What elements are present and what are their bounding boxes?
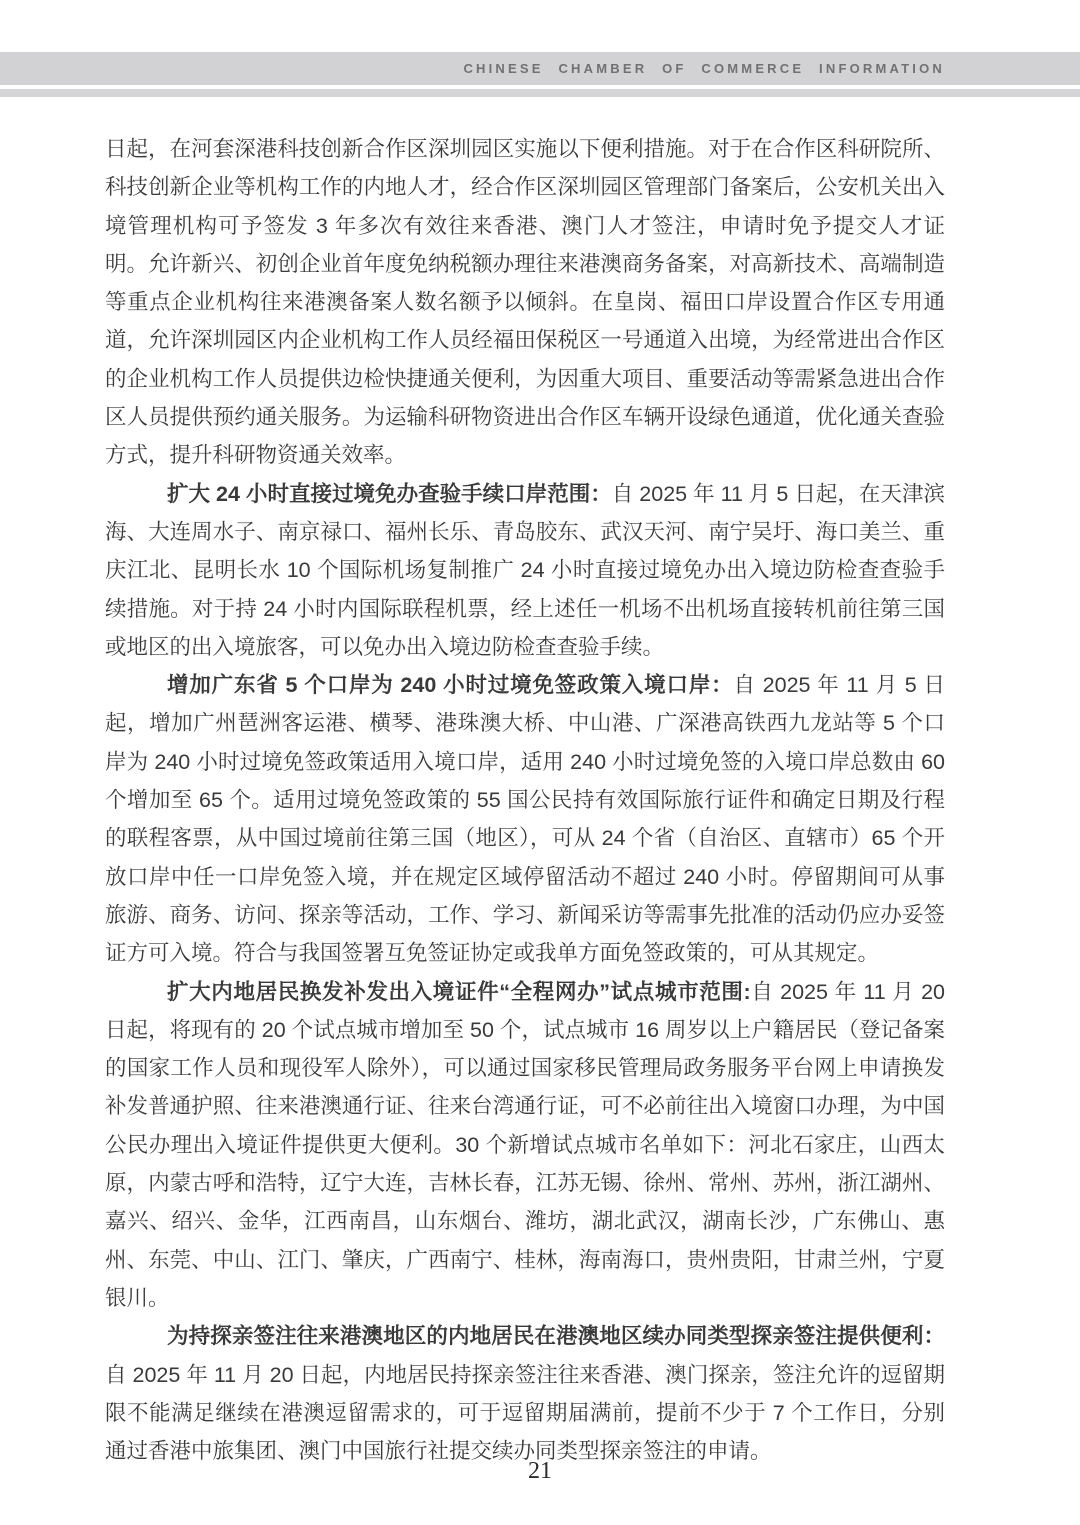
body-paragraph: 为持探亲签注往来港澳地区的内地居民在港澳地区续办同类型探亲签注提供便利：自 2025 年 11 月 20 日起，内地居民持探亲签注往来香港、澳门探亲，签注允许的逗留期限不能满足继续在港澳逗留需求的，可于逗留期届满前，提前不少于 7 个工作日，分别通过香港中旅集团、澳门中国旅行社提交续办同类型探亲签注的申请。 [105,1324,945,1464]
header-rule [0,89,1080,97]
header-banner [0,52,1080,85]
body-paragraph: 增加广东省 5 个口岸为 240 小时过境免签政策入境口岸：自 2025 年 11 月 5 日起，增加广州琶洲客运港、横琴、港珠澳大桥、中山港、广深港高铁西九龙站等 5 个口岸为 240 小时过境免签政策适用入境口岸，适用 240 小时过境免签的入境口岸总数由 60 个增加至 65 个。适用过境免签政策的 55 国公民持有效国际旅行证件和确定日期及行程的联程客票，从中国过境前往第三国（地区），可从 24 个省（自治区、直辖市）65 个开放口岸中任一口岸免签入境，并在规定区域停留活动不超过 240 小时。停留期间可从事旅游、商务、访问、探亲等活动，工作、学习、新闻采访等需事先批准的活动仍应办妥签证方可入境。符合与我国签署互免签证协定或我单方面免签政策的，可从其规定。 [105,673,945,966]
document-body [105,130,945,1470]
body-paragraph: 扩大 24 小时直接过境免办查验手续口岸范围：自 2025 年 11 月 5 日起，在天津滨海、大连周水子、南京禄口、福州长乐、青岛胶东、武汉天河、南宁吴圩、海口美兰、重庆江北、昆明长水 10 个国际机场复制推广 24 小时直接过境免办出入境边防检查查验手续措施。对于持 24 小时内国际联程机票，经上述任一机场不出机场直接转机前往第三国或地区的出入境旅客，可以免办出入境边防检查查验手续。 [105,481,945,659]
paragraph-lead: 扩大内地居民换发补发出入境证件“全程网办”试点城市范围: [167,979,751,1004]
page-number: 21 [528,1458,552,1484]
body-paragraph: 扩大内地居民换发补发出入境证件“全程网办”试点城市范围:自 2025 年 11 月 20 日起，将现有的 20 个试点城市增加至 50 个，试点城市 16 周岁以上户籍居民（登记备案的国家工作人员和现役军人除外），可以通过国家移民管理局政务服务平台网上申请换发补发普通护照、往来港澳通行证、往来台湾通行证，可不必前往出入境窗口办理，为中国公民办理出入境证件提供更大便利。30 个新增试点城市名单如下：河北石家庄，山西太原，内蒙古呼和浩特，辽宁大连，吉林长春，江苏无锡、徐州、常州、苏州，浙江湖州、嘉兴、绍兴、金华，江西南昌，山东烟台、潍坊，湖北武汉，湖南长沙，广东佛山、惠州、东莞、中山、江门、肇庆，广西南宁、桂林，海南海口，贵州贵阳，甘肃兰州，宁夏银川。 [105,979,945,1310]
body-paragraph: 日起，在河套深港科技创新合作区深圳园区实施以下便利措施。对于在合作区科研院所、科技创新企业等机构工作的内地人才，经合作区深圳园区管理部门备案后，公安机关出入境管理机构可予签发 3 年多次有效往来香港、澳门人才签注，申请时免予提交人才证明。允许新兴、初创企业首年度免纳税额办理往来港澳商务备案，对高新技术、高端制造等重点企业机构往来港澳备案人数名额予以倾斜。在皇岗、福田口岸设置合作区专用通道，允许深圳园区内企业机构工作人员经福田保税区一号通道入出境，为经常进出合作区的企业机构工作人员提供边检快捷通关便利，为因重大项目、重要活动等需紧急进出合作区人员提供预约通关服务。为运输科研物资进出合作区车辆开设绿色通道，优化通关查验方式，提升科研物资通关效率。 [105,137,945,468]
paragraph-lead: 扩大 24 小时直接过境免办查验手续口岸范围： [167,481,612,506]
paragraph-lead: 增加广东省 5 个口岸为 240 小时过境免签政策入境口岸： [167,673,734,698]
paragraph-lead: 为持探亲签注往来港澳地区的内地居民在港澳地区续办同类型探亲签注提供便利： [167,1324,945,1349]
header-banner-text: CHINESE CHAMBER OF COMMERCE INFORMATION [463,61,945,76]
